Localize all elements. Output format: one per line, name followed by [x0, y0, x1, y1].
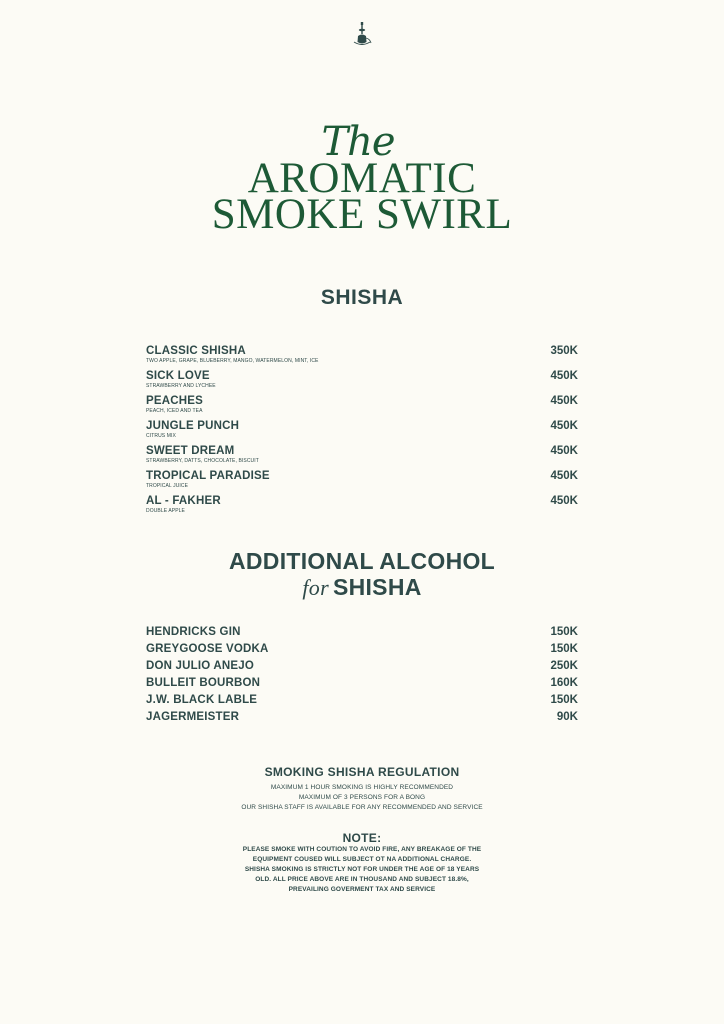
- list-item: [146, 677, 578, 694]
- note-line: PLEASE SMOKE WITH COUTION TO AVOID FIRE, ANY BREAKAGE OF THE: [242, 846, 482, 853]
- item-description: TROPICAL JUICE: [146, 483, 189, 489]
- list-item: [146, 711, 578, 728]
- item-name: CLASSIC SHISHA: [146, 345, 246, 357]
- item-name: J.W. BLACK LABLE: [146, 694, 258, 706]
- item-description: PEACH, ICED AND TEA: [146, 408, 203, 414]
- regulation-block: [0, 765, 724, 813]
- note-block: [0, 831, 724, 895]
- shisha-list: [146, 345, 578, 520]
- item-price: 150K: [550, 643, 578, 655]
- item-name: JUNGLE PUNCH: [146, 420, 240, 432]
- item-name: JAGERMEISTER: [146, 711, 240, 723]
- regulation-line: MAXIMUM OF 3 PERSONS FOR A BONG: [298, 794, 426, 801]
- item-name: SWEET DREAM: [146, 445, 235, 457]
- note-title: NOTE:: [342, 831, 382, 845]
- list-item: [146, 470, 578, 495]
- item-name: BULLEIT BOURBON: [146, 677, 261, 689]
- item-price: 450K: [550, 495, 578, 507]
- item-price: 450K: [550, 420, 578, 432]
- item-price: 250K: [550, 660, 578, 672]
- list-item: [146, 370, 578, 395]
- item-name: SICK LOVE: [146, 370, 210, 382]
- list-item: [146, 694, 578, 711]
- title-the: The: [321, 119, 395, 165]
- item-name: DON JULIO ANEJO: [146, 660, 255, 672]
- item-price: 150K: [550, 694, 578, 706]
- hookah-icon: [351, 22, 373, 48]
- note-line: PREVAILING GOVERMENT TAX AND SERVICE: [288, 886, 436, 893]
- item-name: PEACHES: [146, 395, 203, 407]
- item-price: 150K: [550, 626, 578, 638]
- item-name: AL - FAKHER: [146, 495, 221, 507]
- item-price: 450K: [550, 470, 578, 482]
- note-line: SHISHA SMOKING IS STRICTLY NOT FOR UNDER THE AGE OF 18 YEARS: [244, 866, 480, 873]
- item-name: TROPICAL PARADISE: [146, 470, 270, 482]
- list-item: [146, 643, 578, 660]
- title-line-1: AROMATIC: [247, 155, 477, 202]
- title-line-2: SMOKE SWIRL: [211, 191, 513, 238]
- item-price: 90K: [556, 711, 578, 723]
- alcohol-list: [146, 626, 578, 728]
- list-item: [146, 495, 578, 520]
- item-description: DOUBLE APPLE: [146, 508, 185, 514]
- regulation-title: SMOKING SHISHA REGULATION: [264, 765, 460, 779]
- menu-title: [0, 119, 724, 238]
- item-name: HENDRICKS GIN: [146, 626, 241, 638]
- item-name: GREYGOOSE VODKA: [146, 643, 269, 655]
- item-description: STRAWBERRY, DATTS, CHOCOLATE, BISCUIT: [146, 458, 259, 464]
- item-description: CITRUS MIX: [146, 433, 176, 439]
- note-line: EQUIPMENT COUSED WILL SUBJECT OT NA ADDITIONAL CHARGE.: [252, 856, 472, 863]
- list-item: [146, 445, 578, 470]
- item-price: 450K: [550, 395, 578, 407]
- note-line: OLD. ALL PRICE ABOVE ARE IN THOUSAND AND SUBJECT 18.8%,: [255, 876, 469, 883]
- item-price: 160K: [550, 677, 578, 689]
- item-price: 450K: [550, 445, 578, 457]
- item-description: TWO APPLE, GRAPE, BLUEBERRY, MANGO, WATERMELON, MINT, ICE: [146, 358, 319, 364]
- alcohol-title-line-2: [0, 574, 724, 601]
- item-price: 450K: [550, 370, 578, 382]
- alcohol-title-for: for: [302, 575, 329, 600]
- regulation-line: MAXIMUM 1 HOUR SMOKING IS HIGHLY RECOMMENDED: [270, 784, 454, 791]
- item-price: 350K: [550, 345, 578, 357]
- regulation-line: OUR SHISHA STAFF IS AVAILABLE FOR ANY RECOMMENDED AND SERVICE: [241, 804, 483, 811]
- alcohol-title-line-1: ADDITIONAL ALCOHOL: [228, 548, 496, 574]
- list-item: [146, 420, 578, 445]
- item-description: STRAWBERRY AND LYCHEE: [146, 383, 216, 389]
- list-item: [146, 660, 578, 677]
- shisha-section-title: SHISHA: [320, 286, 404, 309]
- list-item: [146, 626, 578, 643]
- list-item: [146, 345, 578, 370]
- list-item: [146, 395, 578, 420]
- alcohol-section-title: [0, 548, 724, 601]
- alcohol-title-shisha: SHISHA: [332, 574, 422, 600]
